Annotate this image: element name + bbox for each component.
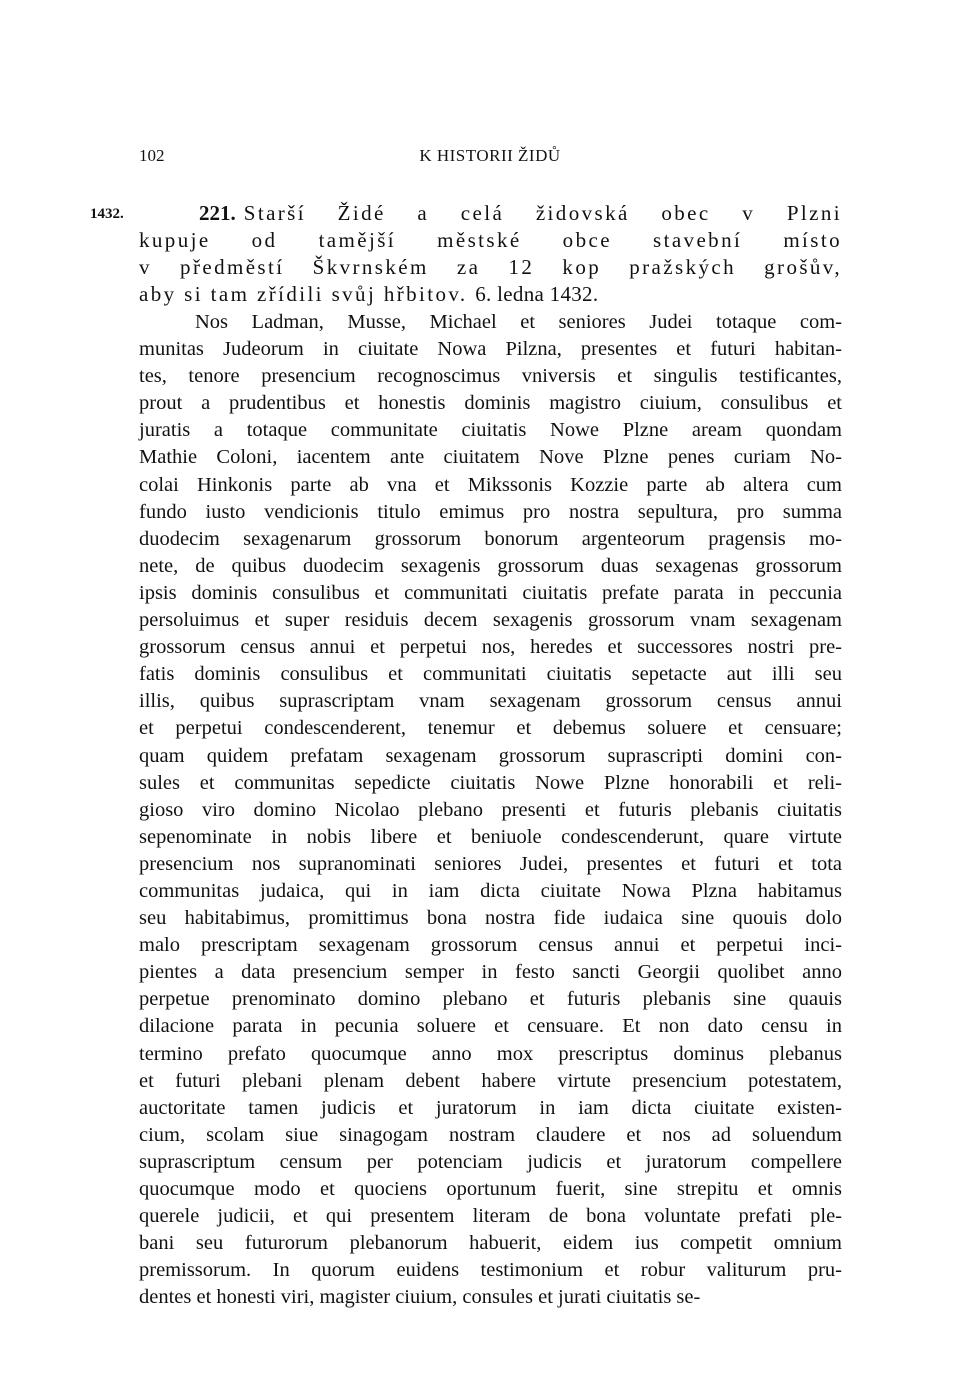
text-line: prout a prudentibus et honestis dominis magistro ciuium, consulibus et [139, 392, 842, 415]
page-number: 102 [139, 146, 165, 165]
text-line: dentes et honesti viri, magister ciuium, consules et jurati ciuitatis se- [139, 1286, 701, 1309]
text-line: et perpetui condescenderent, tenemur et debemus soluere et censuare; [139, 717, 842, 740]
latin-charter-text [139, 309, 842, 1311]
text-line: munitas Judeorum in ciuitate Nowa Pilzna, presentes et futuri habitan- [139, 338, 842, 361]
text-line: termino prefato quocumque anno mox prescriptus dominus plebanus [139, 1042, 842, 1065]
regest-line [139, 200, 842, 227]
text-line: grossorum census annui et perpetui nos, heredes et successores nostri pre- [139, 636, 842, 659]
text-line: juratis a totaque communitate ciuitatis Nowe Plzne aream quondam [139, 419, 842, 442]
text-line: bani seu futurorum plebanorum habuerit, eidem ius competit omnium [139, 1232, 842, 1255]
regest-line-text: aby si tam zřídili svůj hřbitov. [139, 282, 468, 306]
text-line: tes, tenore presencium recognoscimus vniversis et singulis testificantes, [139, 365, 842, 388]
text-line: fatis dominis consulibus et communitati ciuitatis sepetacte aut illi seu [139, 663, 842, 686]
text-line: fundo iusto vendicionis titulo emimus pro nostra sepultura, pro summa [139, 500, 842, 523]
regest-line: v předměstí Škvrnském za 12 kop pražských grošův, [139, 255, 842, 279]
text-line: pientes a data presencium semper in festo sancti Georgii quolibet anno [139, 961, 842, 984]
text-line: quocumque modo et quociens oportunum fuerit, sine strepitu et omnis [139, 1178, 842, 1200]
regest-date: 6. ledna 1432. [475, 282, 599, 306]
text-line: presencium nos supranominati seniores Judei, presentes et futuri et tota [139, 852, 842, 875]
margin-year: 1432. [90, 206, 124, 222]
text-line: persoluimus et super residuis decem sexagenis grossorum vnam sexagenam [139, 609, 842, 632]
text-line: colai Hinkonis parte ab vna et Mikssonis Kozzie parte ab altera cum [139, 473, 842, 496]
text-line: nete, de quibus duodecim sexagenis grossorum duas sexagenas grossorum [139, 554, 842, 577]
text-line: premissorum. In quorum euidens testimonium et robur valiturum pru- [139, 1259, 842, 1282]
running-title: K HISTORII ŽIDŮ [419, 146, 561, 165]
text-line: duodecim sexagenarum grossorum bonorum argenteorum pragensis mo- [139, 527, 842, 550]
text-line: auctoritate tamen judicis et juratorum in iam dicta ciuitate existen- [139, 1096, 842, 1119]
text-line: illis, quibus suprascriptam vnam sexagenam grossorum census annui [139, 690, 842, 713]
text-line: cium, scolam siue sinagogam nostram claudere et nos ad soluendum [139, 1123, 842, 1146]
text-line: dilacione parata in pecunia soluere et censuare. Et non dato censu in [139, 1015, 842, 1038]
text-line: malo prescriptam sexagenam grossorum census annui et perpetui inci- [139, 934, 842, 957]
text-line: Mathie Coloni, iacentem ante ciuitatem Nove Plzne penes curiam No- [139, 446, 842, 469]
text-line: sepenominate in nobis libere et beniuole condescenderunt, quare virtute [139, 825, 842, 848]
document-number: 221. [199, 201, 236, 225]
regest-line [139, 281, 842, 308]
text-line: sules et communitas sepedicte ciuitatis Nowe Plzne honorabili et reli- [139, 771, 842, 794]
text-line: quam quidem prefatam sexagenam grossorum suprascripti domini con- [139, 744, 842, 767]
regest-line: kupuje od tamější městské obce stavební místo [139, 228, 842, 252]
text-line: perpetue prenominato domino plebano et futuris plebanis sine quauis [139, 988, 842, 1011]
text-line: Nos Ladman, Musse, Michael et seniores Judei totaque com- [195, 311, 842, 333]
text-line: suprascriptum censum per potenciam judicis et juratorum compellere [139, 1150, 842, 1173]
text-line: seu habitabimus, promittimus bona nostra fide iudaica sine quouis dolo [139, 907, 842, 930]
text-line: querele judicii, et qui presentem literam de bona voluntate prefati ple- [139, 1205, 842, 1228]
text-line: gioso viro domino Nicolao plebano presenti et futuris plebanis ciuitatis [139, 798, 842, 821]
running-header [139, 146, 841, 170]
regest-line-text: Starší Židé a celá židovská obec v Plzni [243, 201, 842, 225]
text-line: ipsis dominis consulibus et communitati ciuitatis prefate parata in peccunia [139, 581, 842, 604]
text-line: communitas judaica, qui in iam dicta ciuitate Nowa Plzna habitamus [139, 879, 842, 902]
document-regest [139, 200, 842, 308]
text-line: et futuri plebani plenam debent habere virtute presencium potestatem, [139, 1069, 842, 1092]
